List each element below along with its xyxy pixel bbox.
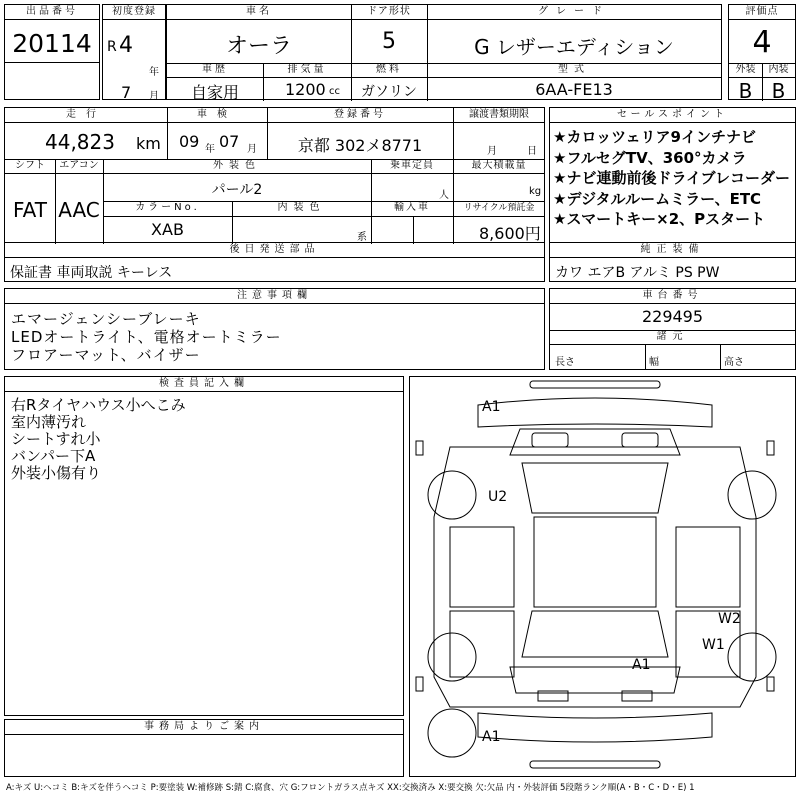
ac: AAC xyxy=(58,198,100,222)
interior-label: 内装 xyxy=(768,64,789,75)
right-rear-marker xyxy=(767,677,774,691)
right-front-wheel xyxy=(728,471,776,519)
inspector-line: 右Rタイヤハウス小へこみ xyxy=(11,396,186,414)
later-parts-box xyxy=(4,242,545,282)
equipment: カワ エアB アルミ PS PW xyxy=(555,265,720,281)
left-mirror xyxy=(416,441,423,455)
car-name: オーラ xyxy=(225,34,292,59)
exterior-label: 外装 xyxy=(735,64,756,75)
lot-number: 20114 xyxy=(12,29,92,58)
rear-bar xyxy=(530,761,660,768)
color-no-label: カラーNo. xyxy=(135,202,200,213)
inspector-line: 室内薄汚れ xyxy=(11,413,87,431)
later-parts-label: 後日発送部品 xyxy=(5,243,544,258)
reg-year: 4 xyxy=(119,33,133,58)
damage-mark: A1 xyxy=(632,657,651,673)
load-label: 最大積載量 xyxy=(471,160,527,171)
chassis-box xyxy=(549,288,796,370)
office-box xyxy=(4,719,404,777)
first-reg-label: 初度登録 xyxy=(103,5,165,20)
plate-label: 登録番号 xyxy=(334,109,386,120)
body-outline xyxy=(434,447,756,707)
grade-label: グレード xyxy=(538,6,610,17)
inspection-label: 車検 xyxy=(197,109,237,120)
sales-point: ★スマートキー×2、Pスタート xyxy=(553,210,766,228)
sales-point: ★ナビ連動前後ドライブレコーダー xyxy=(553,169,790,187)
office-label: 事務局よりご案内 xyxy=(5,720,403,735)
left-rear-wheel xyxy=(428,633,476,681)
specs-label: 諸元 xyxy=(550,330,795,345)
sales-points-list xyxy=(553,127,790,230)
recycle-fee: 8,600円 xyxy=(479,224,541,243)
ac-label: エアコン xyxy=(59,160,99,171)
inspector-label: 検査員記入欄 xyxy=(5,377,403,392)
sales-point: ★フルセグTV、360°カメラ xyxy=(553,148,747,167)
doors-label: ドア形状 xyxy=(367,6,411,17)
model-code: 6AA-FE13 xyxy=(535,80,613,99)
score-box xyxy=(728,4,796,103)
right-rear-wheel xyxy=(728,633,776,681)
inspector-list xyxy=(11,397,186,482)
right-front-door xyxy=(676,527,740,607)
grade: G レザーエディション xyxy=(474,35,674,59)
damage-mark: U2 xyxy=(488,489,508,505)
damage-mark: A1 xyxy=(482,399,501,415)
car-diagram-box xyxy=(409,376,796,777)
roof xyxy=(534,517,656,607)
left-front-door xyxy=(450,527,514,607)
left-rear-marker xyxy=(416,677,423,691)
headlight-right xyxy=(622,433,658,447)
damage-mark: W2 xyxy=(718,611,741,627)
inspection-year: 09 xyxy=(179,132,200,151)
length-label: 長さ xyxy=(555,357,575,368)
sales-point: ★デジタルルームミラー、ETC xyxy=(553,189,762,208)
model-label: 型式 xyxy=(558,64,590,75)
inspector-box xyxy=(4,376,404,716)
spare-wheel xyxy=(428,709,476,757)
lot-label: 出品番号 xyxy=(5,5,99,20)
car-diagram xyxy=(410,377,795,776)
notes-label: 注意事項欄 xyxy=(5,289,544,304)
transfer-label: 譲渡書類期限 xyxy=(469,109,529,120)
equipment-box xyxy=(549,242,796,282)
capacity-label: 乗車定員 xyxy=(390,160,434,171)
right-mirror xyxy=(767,441,774,455)
lot-box xyxy=(4,4,100,100)
history-label: 車歴 xyxy=(202,64,228,75)
recycle-label: リサイクル預託金 xyxy=(463,203,535,213)
damage-mark: A1 xyxy=(482,729,501,745)
inspector-line: シートすれ小 xyxy=(11,430,101,448)
headlight-left xyxy=(532,433,568,447)
displacement-label: 排気量 xyxy=(287,64,327,75)
left-front-wheel xyxy=(428,471,476,519)
equipment-label: 純正装備 xyxy=(550,243,795,258)
history: 自家用 xyxy=(190,83,239,102)
fuel: ガソリン xyxy=(361,84,417,100)
inspection-month: 07 xyxy=(219,132,240,151)
notes-list xyxy=(11,310,282,364)
int-color-label: 内装色 xyxy=(277,202,326,213)
sales-points-box xyxy=(549,107,796,243)
notes-box xyxy=(4,288,545,370)
exterior-color: パール2 xyxy=(211,182,263,198)
mileage: 44,823 xyxy=(45,130,115,154)
damage-mark: W1 xyxy=(702,637,725,653)
details-box: 走行 44,823 km 車検 09 年 07 月 登録番号 京都 302メ8771 譲渡書類期限 月 日 シフト FAT エアコン AAC 外装色 パール2 乗車定員 人 最大積載量 kg カラーNo. XAB 内装色 系 輸入車 リサイクル預託金 8,600円 xyxy=(4,107,545,243)
reg-month: 7 xyxy=(121,83,132,102)
exterior-grade: B xyxy=(738,79,753,103)
inspector-line: バンパー下A xyxy=(11,447,96,465)
sales-point: ★カロッツェリア9インチナビ xyxy=(553,128,756,146)
score-label: 評価点 xyxy=(729,5,795,20)
note-line: LEDオートライト、電格オートミラー xyxy=(11,328,282,346)
rear-bumper xyxy=(478,713,712,742)
import-label: 輸入車 xyxy=(394,202,430,213)
interior-grade: B xyxy=(771,79,786,103)
mileage-label: 走行 xyxy=(66,109,106,120)
shift: FAT xyxy=(12,198,47,222)
color-label: 外装色 xyxy=(213,160,261,171)
rear-window xyxy=(522,611,668,657)
windshield xyxy=(522,463,668,513)
era: R xyxy=(107,39,117,55)
vehicle-header-box: 車名 オーラ ドア形状 5 グレード G レザーエディション 車歴 自家用 排気量 1200 cc 燃料 ガソリン 型式 6AA-FE13 xyxy=(166,4,722,100)
legend: A:キズ U:ヘコミ B:キズを伴うヘコミ P:要塗装 W:補修跡 S:錆 C:腐食、穴 G:フロントガラス点キズ XX:交換済み X:要交換 欠:欠品 内・外装評価 5段階ランク順(A・B・C・D・E) 1 xyxy=(6,783,695,793)
front-bumper xyxy=(478,398,712,427)
first-registration-box: 初度登録 R 4 年 7 月 xyxy=(102,4,166,100)
note-line: エマージェンシーブレーキ xyxy=(11,310,201,328)
left-rear-door xyxy=(450,611,514,677)
fuel-label: 燃料 xyxy=(376,64,402,75)
note-line: フロアーマット、バイザー xyxy=(11,346,201,364)
front-bar xyxy=(530,381,660,388)
trunk xyxy=(510,667,680,693)
overall-score: 4 xyxy=(752,25,772,60)
later-parts: 保証書 車両取説 キーレス xyxy=(10,265,173,281)
doors: 5 xyxy=(382,29,396,54)
displacement: 1200 xyxy=(285,80,326,99)
name-label: 車名 xyxy=(246,6,272,17)
sales-points-label: セールスポイント xyxy=(550,108,795,123)
inspector-line: 外装小傷有り xyxy=(11,464,102,482)
chassis-number: 229495 xyxy=(641,307,704,326)
height-label: 高さ xyxy=(724,357,744,368)
width-label: 幅 xyxy=(649,357,659,368)
color-number: XAB xyxy=(151,220,184,239)
plate-number: 京都 302メ8771 xyxy=(297,136,423,155)
shift-label: シフト xyxy=(15,160,45,171)
chassis-label: 車台番号 xyxy=(550,289,795,304)
